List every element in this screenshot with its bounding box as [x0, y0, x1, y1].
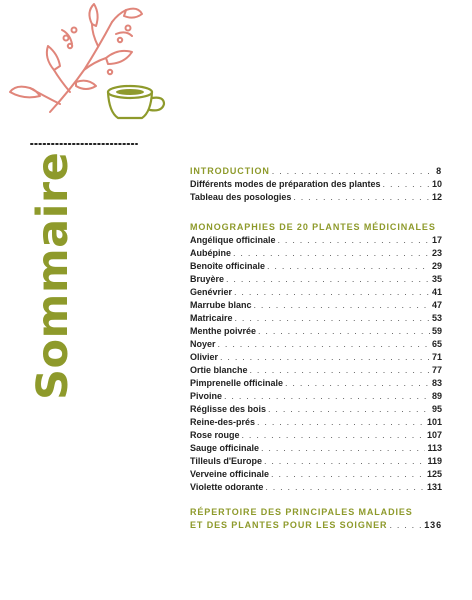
toc-page-number: 29: [431, 261, 442, 271]
toc-entry[interactable]: [190, 178, 442, 191]
toc-leader: [261, 442, 425, 455]
toc-entry[interactable]: [190, 312, 442, 325]
toc-page-number: 107: [426, 430, 442, 440]
toc-entry-label: Angélique officinale: [190, 235, 276, 245]
toc-leader: [242, 429, 425, 442]
toc-leader: [218, 338, 430, 351]
toc-entry-label: Différents modes de préparation des plantes: [190, 179, 381, 189]
toc-entry[interactable]: [190, 455, 442, 468]
toc-entry-label: Reine-des-prés: [190, 417, 256, 427]
toc-page-number: 47: [431, 300, 442, 310]
toc-entry[interactable]: [190, 364, 442, 377]
toc-entry-label: Benoîte officinale: [190, 261, 266, 271]
toc-leader: [235, 312, 430, 325]
toc-heading-label: INTRODUCTION: [190, 166, 270, 176]
toc-entry[interactable]: [190, 351, 442, 364]
toc-page-number: 77: [431, 365, 442, 375]
toc-entry-label: Aubépine: [190, 248, 232, 258]
toc-entry-label: Tilleuls d'Europe: [190, 456, 262, 466]
toc-page-number: 136: [424, 520, 442, 530]
toc-leader: [258, 325, 430, 338]
toc-leader: [250, 364, 430, 377]
toc-entry-label: Genévrier: [190, 287, 233, 297]
toc-leader: [389, 519, 422, 532]
toc-entry[interactable]: [190, 299, 442, 312]
page-title: Sommaire: [28, 151, 78, 400]
toc-entry[interactable]: [190, 468, 442, 481]
toc-page-number: 53: [431, 313, 442, 323]
toc-entry[interactable]: [190, 377, 442, 390]
toc-entry-label: Sauge officinale: [190, 443, 260, 453]
toc-entry[interactable]: [190, 260, 442, 273]
toc-heading-repertoire[interactable]: [190, 519, 442, 532]
toc-entry-label: Rose rouge: [190, 430, 240, 440]
toc-entry-label: Bruyère: [190, 274, 225, 284]
toc-entry-label: Olivier: [190, 352, 219, 362]
toc-entry-label: Matricaire: [190, 313, 233, 323]
toc-entry-label: Réglisse des bois: [190, 404, 267, 414]
toc-entry[interactable]: [190, 429, 442, 442]
toc-heading-label: ET DES PLANTES POUR LES SOIGNER: [190, 520, 388, 530]
toc-page-number: 35: [431, 274, 442, 284]
toc-leader: [257, 416, 425, 429]
toc-leader: [268, 403, 430, 416]
plant-branch-icon: [10, 4, 142, 112]
toc-entry-label: Menthe poivrée: [190, 326, 257, 336]
dotted-divider: [30, 142, 138, 146]
toc-leader: [220, 351, 430, 364]
toc-page-number: 101: [426, 417, 442, 427]
toc-page-number: 71: [431, 352, 442, 362]
toc-page-number: 12: [431, 192, 442, 202]
toc-leader: [272, 165, 434, 178]
toc-entry-label: Tableau des posologies: [190, 192, 292, 202]
toc-page-number: 95: [431, 404, 442, 414]
toc-entry-label: Marrube blanc: [190, 300, 252, 310]
toc-entry[interactable]: [190, 234, 442, 247]
toc-leader: [267, 260, 430, 273]
toc-entry[interactable]: [190, 325, 442, 338]
toc-page-number: 59: [431, 326, 442, 336]
toc-leader: [233, 247, 430, 260]
toc-entry[interactable]: [190, 390, 442, 403]
toc-entry-label: Violette odorante: [190, 482, 264, 492]
toc-leader: [285, 377, 430, 390]
table-of-contents: [190, 165, 442, 532]
page-title-wrapper: [28, 150, 78, 400]
toc-page-number: 125: [426, 469, 442, 479]
toc-entry[interactable]: [190, 338, 442, 351]
toc-monographies-list: [190, 234, 442, 494]
toc-page-number: 119: [427, 456, 442, 466]
toc-page-number: 89: [431, 391, 442, 401]
toc-entry[interactable]: [190, 286, 442, 299]
toc-heading-repertoire-line1: RÉPERTOIRE DES PRINCIPALES MALADIES: [190, 507, 413, 517]
toc-page-number: 17: [431, 235, 442, 245]
toc-leader: [254, 299, 430, 312]
toc-leader: [271, 468, 425, 481]
toc-leader: [383, 178, 430, 191]
illustration: [0, 0, 200, 140]
toc-page-number: 10: [431, 179, 442, 189]
toc-leader: [234, 286, 430, 299]
toc-page-number: 8: [436, 166, 442, 176]
toc-entry-label: Verveine officinale: [190, 469, 270, 479]
toc-page-number: 113: [427, 443, 442, 453]
toc-entry[interactable]: [190, 247, 442, 260]
toc-heading-monographies: MONOGRAPHIES DE 20 PLANTES MÉDICINALES: [190, 222, 436, 232]
toc-page-number: 83: [431, 378, 442, 388]
toc-leader: [264, 455, 425, 468]
toc-entry[interactable]: [190, 273, 442, 286]
toc-entry[interactable]: [190, 403, 442, 416]
toc-page-number: 41: [431, 287, 442, 297]
toc-leader: [265, 481, 425, 494]
tea-cup-icon: [108, 86, 164, 118]
toc-entry-label: Noyer: [190, 339, 216, 349]
toc-page-number: 23: [431, 248, 442, 258]
toc-entry[interactable]: [190, 481, 442, 494]
toc-page-number: 131: [426, 482, 442, 492]
toc-leader: [278, 234, 430, 247]
toc-entry-label: Pimprenelle officinale: [190, 378, 284, 388]
toc-leader: [226, 273, 430, 286]
toc-page-number: 65: [431, 339, 442, 349]
toc-entry[interactable]: [190, 416, 442, 429]
toc-leader: [293, 191, 430, 204]
toc-entry[interactable]: [190, 191, 442, 204]
toc-heading-introduction[interactable]: [190, 165, 442, 178]
toc-entry[interactable]: [190, 442, 442, 455]
toc-leader: [224, 390, 430, 403]
toc-entry-label: Pivoine: [190, 391, 223, 401]
toc-entry-label: Ortie blanche: [190, 365, 248, 375]
